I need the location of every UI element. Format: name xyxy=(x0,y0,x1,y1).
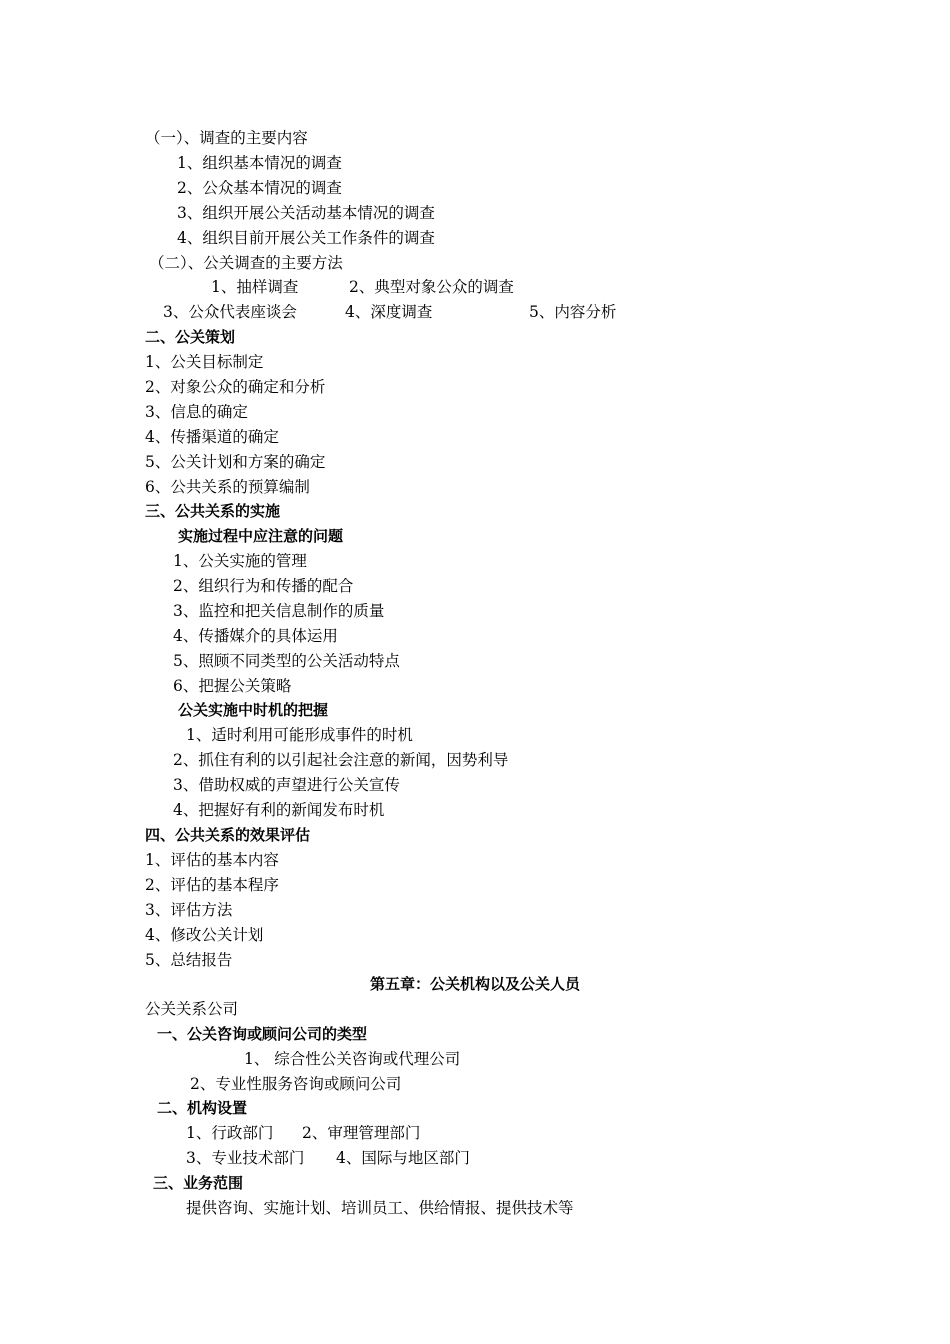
section-heading: （一）、调查的主要内容 xyxy=(145,129,308,147)
list-item: 4、把握好有利的新闻发布时机 xyxy=(173,801,385,819)
list-item: 5、总结报告 xyxy=(145,951,233,969)
paragraph: 提供咨询、实施计划、培训员工、供给情报、提供技术等 xyxy=(186,1199,574,1217)
list-item: 1、公关目标制定 xyxy=(145,353,264,371)
list-item: 2、审理管理部门 xyxy=(302,1124,421,1142)
list-item: 4、国际与地区部门 xyxy=(336,1149,470,1167)
list-item: 4、深度调查 xyxy=(345,303,433,321)
list-item: 4、传播媒介的具体运用 xyxy=(173,627,338,645)
list-item: 4、组织目前开展公关工作条件的调查 xyxy=(177,229,435,247)
chapter-title: 第五章：公关机构以及公关人员 xyxy=(369,975,580,993)
list-item: 2、抓住有利的以引起社会注意的新闻，因势利导 xyxy=(173,751,509,769)
section-heading: 二、公关策划 xyxy=(145,328,236,346)
list-item: 6、把握公关策略 xyxy=(173,677,292,695)
list-item: 1、评估的基本内容 xyxy=(145,851,279,869)
list-item: 1、公关实施的管理 xyxy=(173,552,307,570)
list-item: 6、公共关系的预算编制 xyxy=(145,478,310,496)
list-item: 3、监控和把关信息制作的质量 xyxy=(173,602,385,620)
list-item: 2、专业性服务咨询或顾问公司 xyxy=(190,1075,402,1093)
list-item: 1、抽样调查 xyxy=(211,278,299,296)
subsection-heading: 公关实施中时机的把握 xyxy=(178,701,329,719)
list-item: 2、对象公众的确定和分析 xyxy=(145,378,326,396)
list-item: 2、典型对象公众的调查 xyxy=(349,278,514,296)
section-heading: 四、公共关系的效果评估 xyxy=(145,826,311,844)
list-item: 1、适时利用可能形成事件的时机 xyxy=(186,726,413,744)
list-item: 3、专业技术部门 xyxy=(186,1149,305,1167)
list-item: 2、公众基本情况的调查 xyxy=(177,179,342,197)
list-item: 1、 综合性公关咨询或代理公司 xyxy=(244,1050,461,1068)
list-item: 5、照顾不同类型的公关活动特点 xyxy=(173,652,400,670)
section-heading: 三、业务范围 xyxy=(153,1174,244,1192)
subsection-heading: 公关关系公司 xyxy=(145,1000,239,1018)
list-item: 5、内容分析 xyxy=(529,303,617,321)
list-item: 1、行政部门 xyxy=(186,1124,274,1142)
list-item: 4、传播渠道的确定 xyxy=(145,428,279,446)
list-item: 3、借助权威的声望进行公关宣传 xyxy=(173,776,400,794)
list-item: 3、公众代表座谈会 xyxy=(163,303,297,321)
section-heading: 一、公关咨询或顾问公司的类型 xyxy=(157,1025,368,1043)
list-item: 3、评估方法 xyxy=(145,901,233,919)
section-heading: 二、机构设置 xyxy=(157,1099,248,1117)
list-item: 2、评估的基本程序 xyxy=(145,876,279,894)
list-item: 1、组织基本情况的调查 xyxy=(177,154,342,172)
section-heading: （二）、公关调查的主要方法 xyxy=(149,254,343,272)
list-item: 3、信息的确定 xyxy=(145,403,248,421)
list-item: 4、修改公关计划 xyxy=(145,926,264,944)
list-item: 5、公关计划和方案的确定 xyxy=(145,453,326,471)
section-heading: 三、公共关系的实施 xyxy=(145,502,281,520)
list-item: 3、组织开展公关活动基本情况的调查 xyxy=(177,204,435,222)
list-item: 2、组织行为和传播的配合 xyxy=(173,577,354,595)
subsection-heading: 实施过程中应注意的问题 xyxy=(178,527,344,545)
